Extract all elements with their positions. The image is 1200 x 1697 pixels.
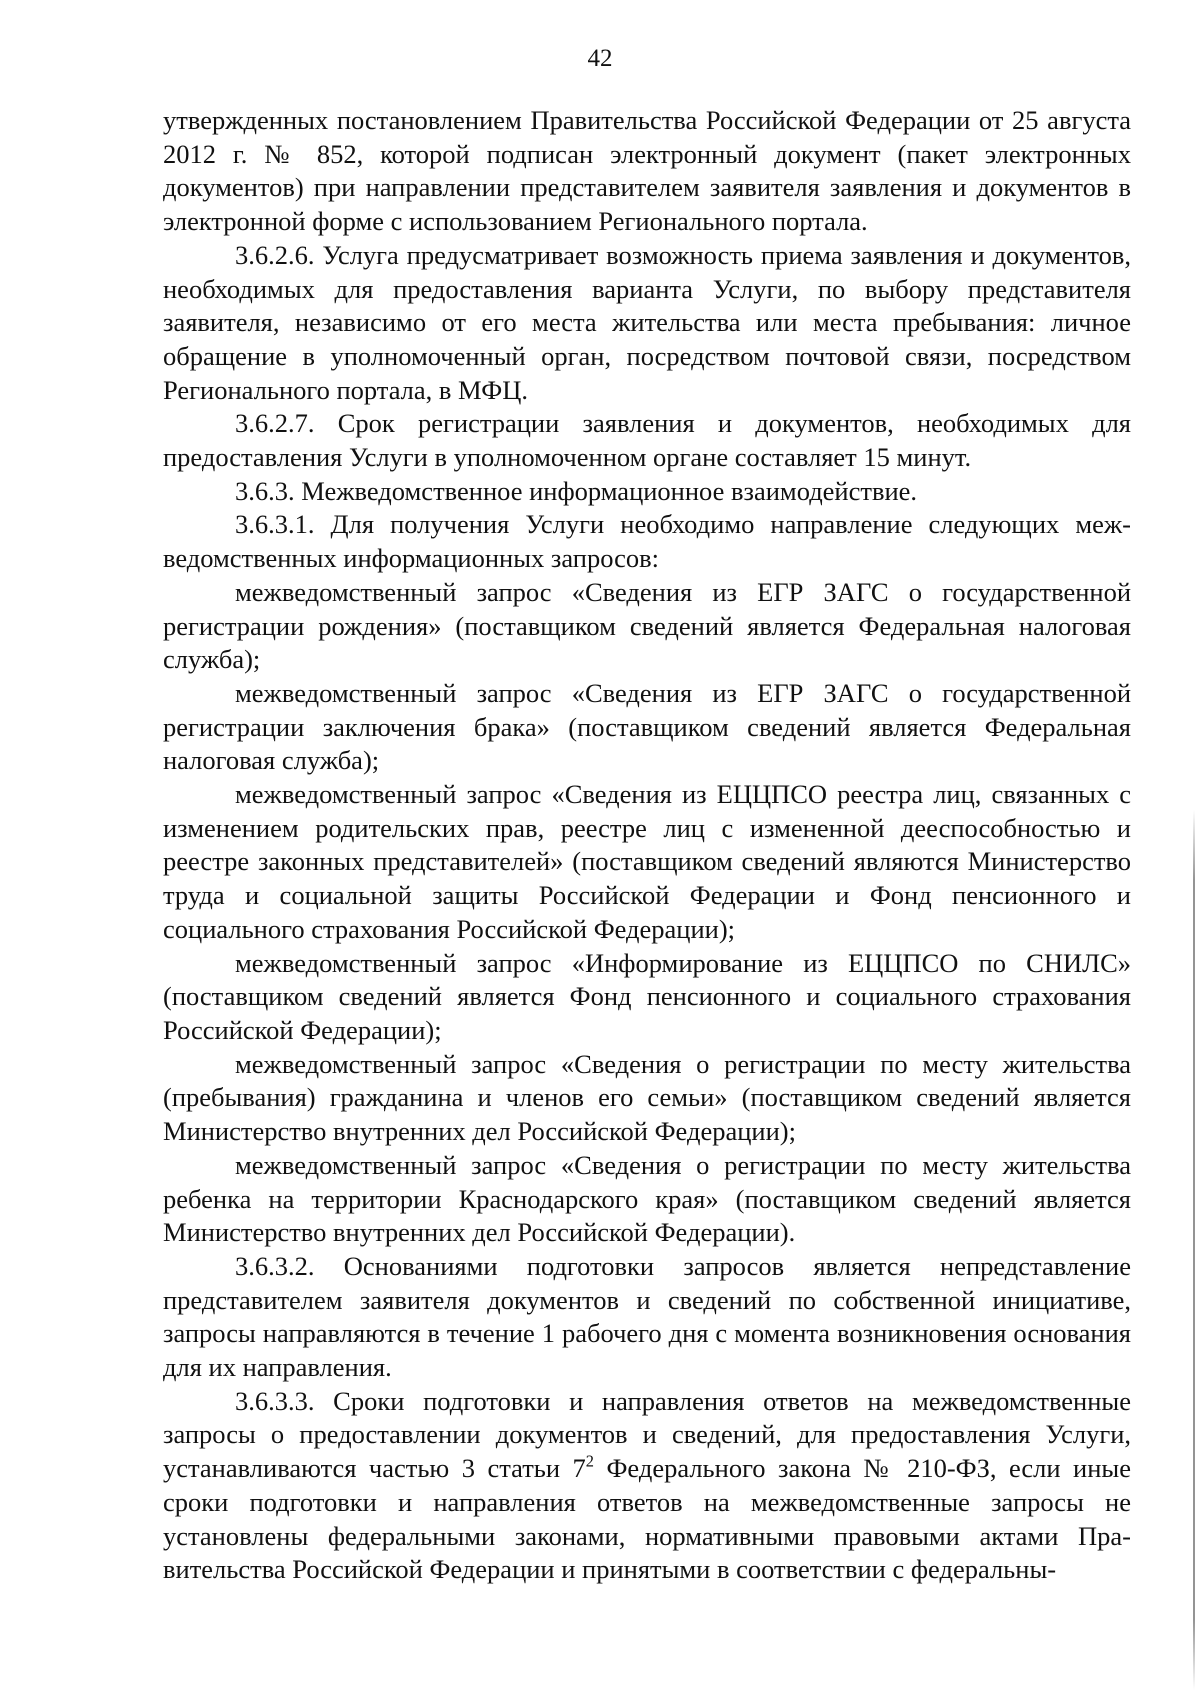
paragraph-3-6-2-6: 3.6.2.6. Услуга предусматривает возможность приема заявления и документов, необходимых для предоставления варианта Услуги, по выбору представителя заявителя, независимо от его места жительства или места пребывания: личное обращение в уполномоченный орган, посредством почтовой связи, посредством Регионального портала, в МФЦ. [163, 239, 1131, 405]
paragraph-3-6-2-7: 3.6.2.7. Срок регистрации заявления и документов, необходимых для предоставления Услуги в уполномоченном органе составляет 15 минут. [163, 408, 1131, 473]
list-item-request-snils: межведомственный запрос «Информирование из ЕЦЦПСО по СНИЛС» (поставщиком сведений является Фонд пенсионного и социального страхования Российской Федерации); [163, 947, 1131, 1045]
list-item-request-residence-family: межведомственный запрос «Сведения о регистрации по месту жительства (пребывания) гражданина и членов его семьи» (поставщиком сведений является Министерство внутренних дел Российской Федерации); [163, 1048, 1131, 1147]
list-item-request-birth: межведомственный запрос «Сведения из ЕГР ЗАГС о государственной регистрации рождения» (поставщиком сведений является Федеральная налоговая служба); [163, 576, 1131, 675]
document-body [163, 104, 1131, 1587]
paragraph-3-6-3-1: 3.6.3.1. Для получения Услуги необходимо направление следующих межведомственных информационных запросов: [163, 509, 1131, 574]
list-item-request-marriage: межведомственный запрос «Сведения из ЕГР ЗАГС о государственной регистрации заключения брака» (поставщиком сведений является Федеральная налоговая служба); [163, 677, 1131, 776]
paragraph-3-6-3-3-after: Федерального закона № 210-ФЗ, если иные сроки подготовки и направления ответов на межведомственные запросы не установлены федеральными законами, нормативными правовыми актами Правительства Российской Федерации и принятыми в соответствии с федеральны- [163, 1453, 1131, 1585]
page-number: 42 [587, 45, 613, 72]
paragraph-3-6-3: 3.6.3. Межведомственное информационное взаимодействие. [235, 475, 918, 506]
paragraph-continuation: утвержденных постановлением Правительства Российской Федерации от 25 августа 2012 г. № 852, которой подписан электронный документ (пакет электронных документов) при направлении представителем заявителя заявления и документов в электронной форме с использованием Регионального портала. [163, 105, 1131, 237]
paragraph-3-6-3-2: 3.6.3.2. Основаниями подготовки запросов является непредставление представителем заявителя документов и сведений по собственной инициативе, запросы направляются в течение 1 рабочего дня с момента возникновения основания для их направления. [163, 1250, 1131, 1383]
paragraph-3-6-3-3-before: 3.6.3.3. Сроки подготовки и направления ответов на межведомственные запросы о предоставлении документов и сведений, для предоставления Услуги, устанавливаются частью 3 статьи 7 [163, 1385, 1131, 1484]
paragraph-3-6-3-3 [163, 1385, 1131, 1587]
superscript-article-number: 2 [585, 1451, 594, 1471]
list-item-request-residence-child: межведомственный запрос «Сведения о регистрации по месту жительства ребенка на территории Краснодарского края» (поставщиком сведений является Министерство внутренних дел Российской Федерации). [163, 1149, 1131, 1248]
scan-edge-line [1193, 810, 1195, 1690]
list-item-request-ecpso-registry: межведомственный запрос «Сведения из ЕЦЦПСО реестра лиц, связанных с изменением родительских прав, реестре лиц с измененной дееспособностью и реестре законных представителей» (поставщиком сведений являются Министерство труда и социальной защиты Российской Федерации и Фонд пенсионного и социального страхования Российской Федерации); [163, 779, 1131, 944]
